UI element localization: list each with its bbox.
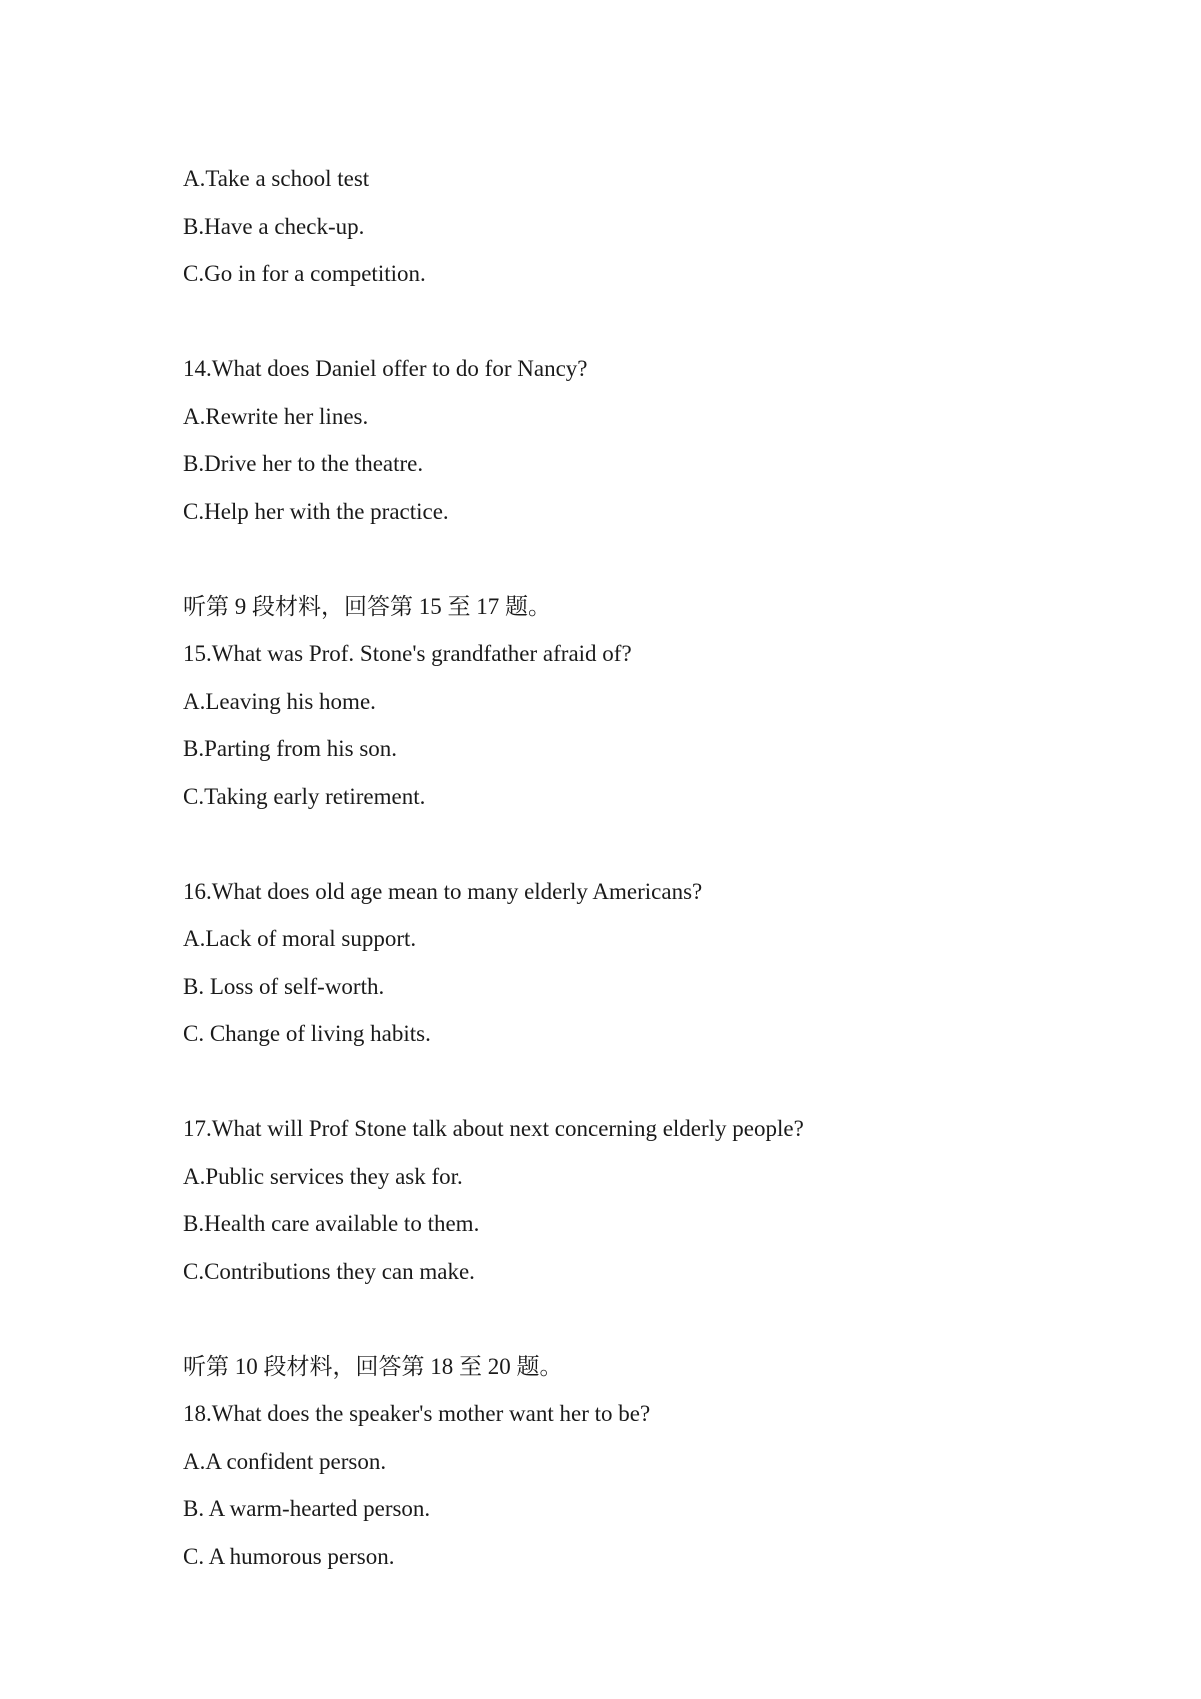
spacer: [183, 298, 1133, 346]
q14-option-b: B.Drive her to the theatre.: [183, 451, 424, 476]
q16-option-b: B. Loss of self-worth.: [183, 973, 385, 999]
q16-question: 16.What does old age mean to many elderly Americans?: [183, 878, 703, 904]
spacer: [183, 535, 1133, 583]
q14-option-a: A.Rewrite her lines.: [183, 403, 369, 429]
q18-option-c: C. A humorous person.: [183, 1543, 395, 1569]
q14-option-c: C.Help her with the practice.: [183, 498, 449, 524]
q15-option-c: C.Taking early retirement.: [183, 783, 426, 809]
q17-question: 17.What will Prof Stone talk about next concerning elderly people?: [183, 1116, 804, 1141]
q15-question: 15.What was Prof. Stone's grandfather afraid of?: [183, 641, 632, 666]
spacer: [183, 1058, 1133, 1106]
q13-option-a: A.Take a school test: [183, 166, 370, 191]
q17-option-b: B.Health care available to them.: [183, 1211, 480, 1236]
q13-option-c: C.Go in for a competition.: [183, 261, 426, 286]
q17-option-a: A.Public services they ask for.: [183, 1163, 463, 1189]
spacer: [183, 1295, 1133, 1343]
q17-option-c: C.Contributions they can make.: [183, 1258, 475, 1284]
q15-option-a: A.Leaving his home.: [183, 688, 376, 714]
q15-option-b: B.Parting from his son.: [183, 736, 398, 761]
q18-question: 18.What does the speaker's mother want her to be?: [183, 1401, 651, 1426]
q18-option-b: B. A warm-hearted person.: [183, 1496, 431, 1521]
section-9-heading: 听第 9 段材料，回答第 15 至 17 题。: [183, 593, 551, 619]
q16-option-c: C. Change of living habits.: [183, 1021, 431, 1046]
q14-question: 14.What does Daniel offer to do for Nancy?: [183, 356, 588, 381]
section-10-heading: 听第 10 段材料，回答第 18 至 20 题。: [183, 1353, 563, 1379]
spacer: [183, 820, 1133, 868]
q13-option-b: B.Have a check-up.: [183, 213, 365, 239]
q16-option-a: A.Lack of moral support.: [183, 926, 417, 951]
exam-page: [183, 155, 1133, 1580]
q18-option-a: A.A confident person.: [183, 1448, 387, 1474]
